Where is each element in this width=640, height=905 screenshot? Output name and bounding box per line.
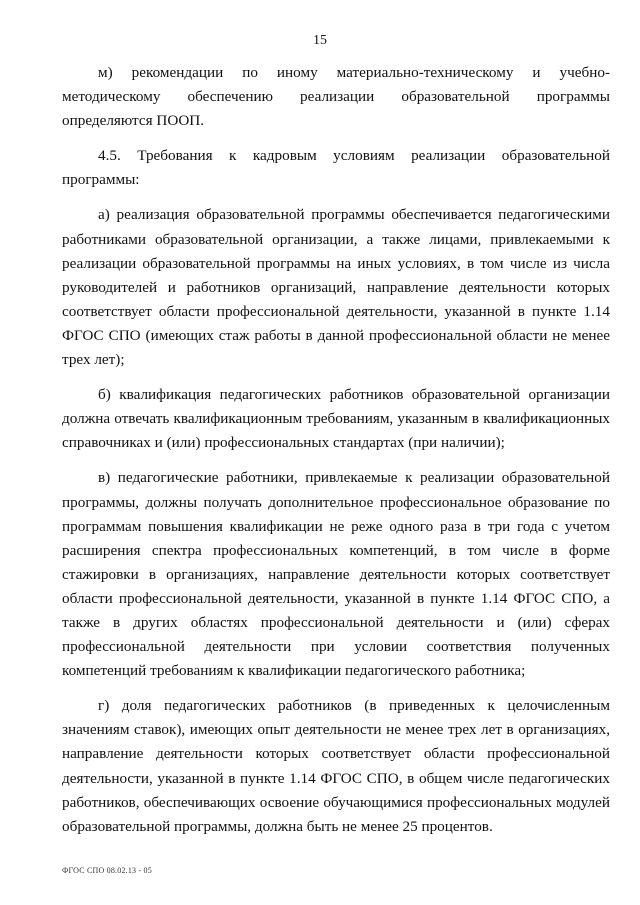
paragraph-g: г) доля педагогических работников (в приведенных к целочисленным значениям ставок), имеющих опыт деятельности не менее трех лет в организациях, направление деятельности которых соответствует области профессиональной деятельности, указанной в пункте 1.14 ФГОС СПО, в общем числе педагогических работников, обеспечивающих освоение обучающимися профессиональных модулей образовательной программы, должна быть не менее 25 процентов. [62, 697, 610, 835]
page-number: 15 [313, 33, 327, 48]
document-body [62, 61, 610, 839]
document-footer: ФГОС СПО 08.02.13 - 05 [62, 866, 152, 875]
paragraph-m: м) рекомендации по иному материально-техническому и учебно-методическому обеспечению реализации образовательной программы определяются ПООП. [62, 64, 610, 130]
paragraph-v: в) педагогические работники, привлекаемые к реализации образовательной программы, должны получать дополнительное профессиональное образование по программам повышения квалификации не реже одного раза в три года с учетом расширения спектра профессиональных компетенций, в том числе в форме стажировки в организациях, направление деятельности которых соответствует области профессиональной деятельности, указанной в пункте 1.14 ФГОС СПО, а также в других областях профессиональной деятельности и (или) сферах профессиональной деятельности при условии соответствия полученных компетенций требованиям к квалификации педагогического работника; [62, 469, 610, 680]
paragraph-a: а) реализация образовательной программы обеспечивается педагогическими работниками образовательной организации, а также лицами, привлекаемыми к реализации образовательной программы на иных условиях, в том числе из числа руководителей и работников организаций, направление деятельности которых соответствует области профессиональной деятельности, указанной в пункте 1.14 ФГОС СПО (имеющих стаж работы в данной профессиональной области не менее трех лет); [62, 206, 610, 369]
paragraph-b: б) квалификация педагогических работников образовательной организации должна отвечать квалификационным требованиям, указанным в квалификационных справочниках и (или) профессиональных стандартах (при наличии); [62, 386, 610, 452]
paragraph-4-5-heading: 4.5. Требования к кадровым условиям реализации образовательной программы: [62, 147, 610, 189]
